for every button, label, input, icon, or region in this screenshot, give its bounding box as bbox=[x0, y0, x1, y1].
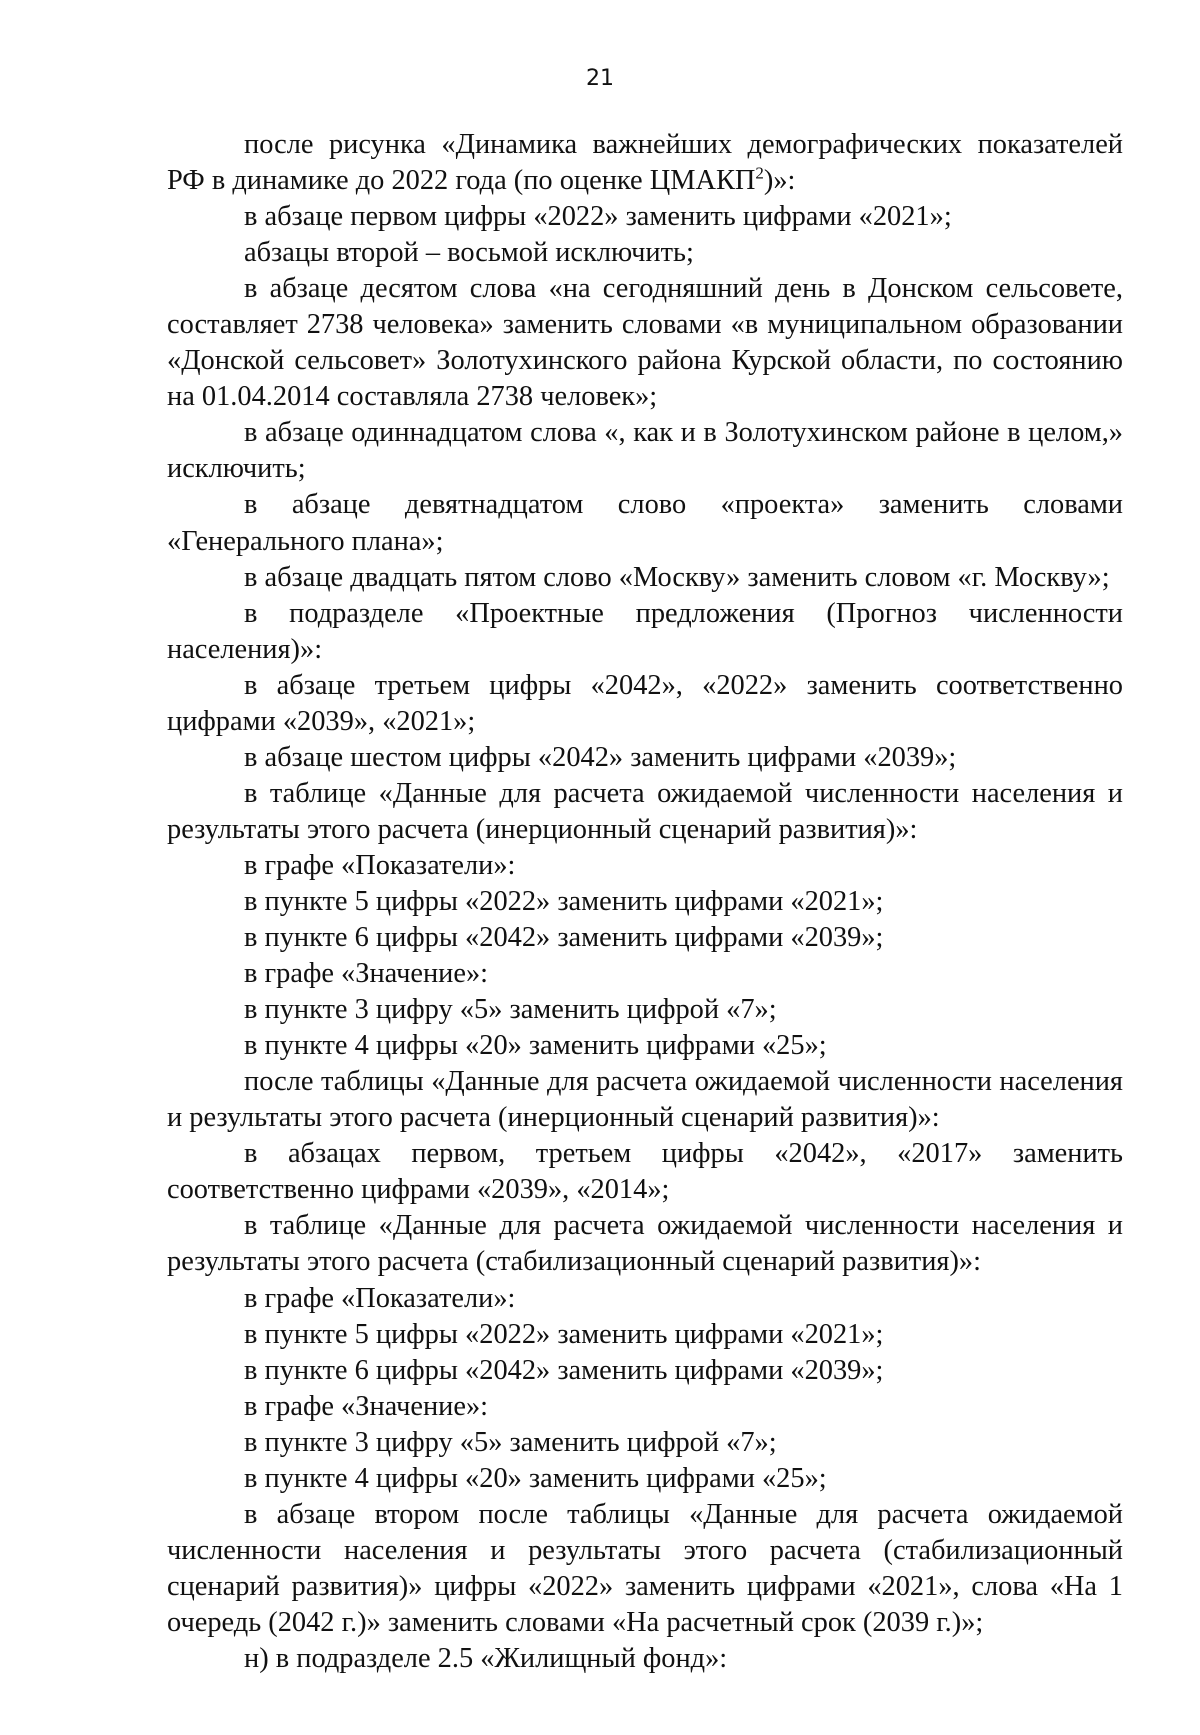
paragraph: в абзаце девятнадцатом слово «проекта» заменить словами «Генерального плана»; bbox=[167, 489, 1123, 557]
paragraph: н) в подразделе 2.5 «Жилищный фонд»: bbox=[244, 1642, 728, 1674]
paragraph: абзацы второй – восьмой исключить; bbox=[244, 237, 694, 269]
paragraph: в абзаце десятом слова «на сегодняшний день в Донском сельсовете, составляет 2738 человека» заменить словами «в муниципальном образовании «Донской сельсовет» Золотухинского района Курской области, по состоянию на 01.04.2014 составляла 2738 человек»; bbox=[167, 273, 1123, 413]
paragraph: после таблицы «Данные для расчета ожидаемой численности населения и результаты этого расчета (инерционный сценарий развития)»: bbox=[167, 1066, 1123, 1134]
paragraph: в пункте 6 цифры «2042» заменить цифрами «2039»; bbox=[244, 922, 884, 954]
paragraph: в графе «Показатели»: bbox=[244, 849, 516, 881]
paragraph: в пункте 5 цифры «2022» заменить цифрами «2021»; bbox=[244, 1318, 884, 1350]
paragraph: в абзаце втором после таблицы «Данные для расчета ожидаемой численности населения и результаты этого расчета (стабилизационный сценарий развития)» цифры «2022» заменить цифрами «2021», слова «На 1 очередь (2042 г.)» заменить словами «На расчетный срок (2039 г.)»; bbox=[167, 1498, 1123, 1638]
footnote-marker: 2 bbox=[755, 163, 764, 183]
paragraph: в пункте 4 цифры «20» заменить цифрами «25»; bbox=[244, 1462, 827, 1494]
paragraph: в пункте 4 цифры «20» заменить цифрами «25»; bbox=[244, 1030, 827, 1062]
paragraph: в абзаце первом цифры «2022» заменить цифрами «2021»; bbox=[244, 201, 952, 233]
paragraph: в абзаце шестом цифры «2042» заменить цифрами «2039»; bbox=[244, 741, 957, 773]
paragraph: в пункте 6 цифры «2042» заменить цифрами «2039»; bbox=[244, 1354, 884, 1386]
paragraph: в абзаце двадцать пятом слово «Москву» заменить словом «г. Москву»; bbox=[244, 561, 1110, 593]
paragraph: в графе «Значение»: bbox=[244, 958, 489, 990]
paragraph: в пункте 3 цифру «5» заменить цифрой «7»; bbox=[244, 1426, 777, 1458]
paragraph: в абзаце третьем цифры «2042», «2022» заменить соответственно цифрами «2039», «2021»; bbox=[167, 669, 1123, 737]
paragraph: в таблице «Данные для расчета ожидаемой численности населения и результаты этого расчета (стабилизационный сценарий развития)»: bbox=[167, 1210, 1123, 1278]
paragraph: в подразделе «Проектные предложения (Прогноз численности населения)»: bbox=[167, 597, 1123, 665]
paragraph: в графе «Значение»: bbox=[244, 1390, 489, 1422]
page-number: 21 bbox=[586, 66, 614, 91]
document-body bbox=[167, 127, 1123, 1677]
paragraph: в таблице «Данные для расчета ожидаемой численности населения и результаты этого расчета (инерционный сценарий развития)»: bbox=[167, 777, 1123, 845]
paragraph: в пункте 5 цифры «2022» заменить цифрами «2021»; bbox=[244, 885, 884, 917]
paragraph: в пункте 3 цифру «5» заменить цифрой «7»; bbox=[244, 994, 777, 1026]
paragraph: в графе «Показатели»: bbox=[244, 1282, 516, 1314]
paragraph: в абзаце одиннадцатом слова «, как и в Золотухинском районе в целом,» исключить; bbox=[167, 417, 1123, 485]
paragraph: после рисунка «Динамика важнейших демографических показателей РФ в динамике до 2022 года (по оценке ЦМАКП$^2$)»: bbox=[167, 129, 1123, 197]
paragraph: в абзацах первом, третьем цифры «2042», «2017» заменить соответственно цифрами «2039», «2014»; bbox=[167, 1138, 1123, 1206]
